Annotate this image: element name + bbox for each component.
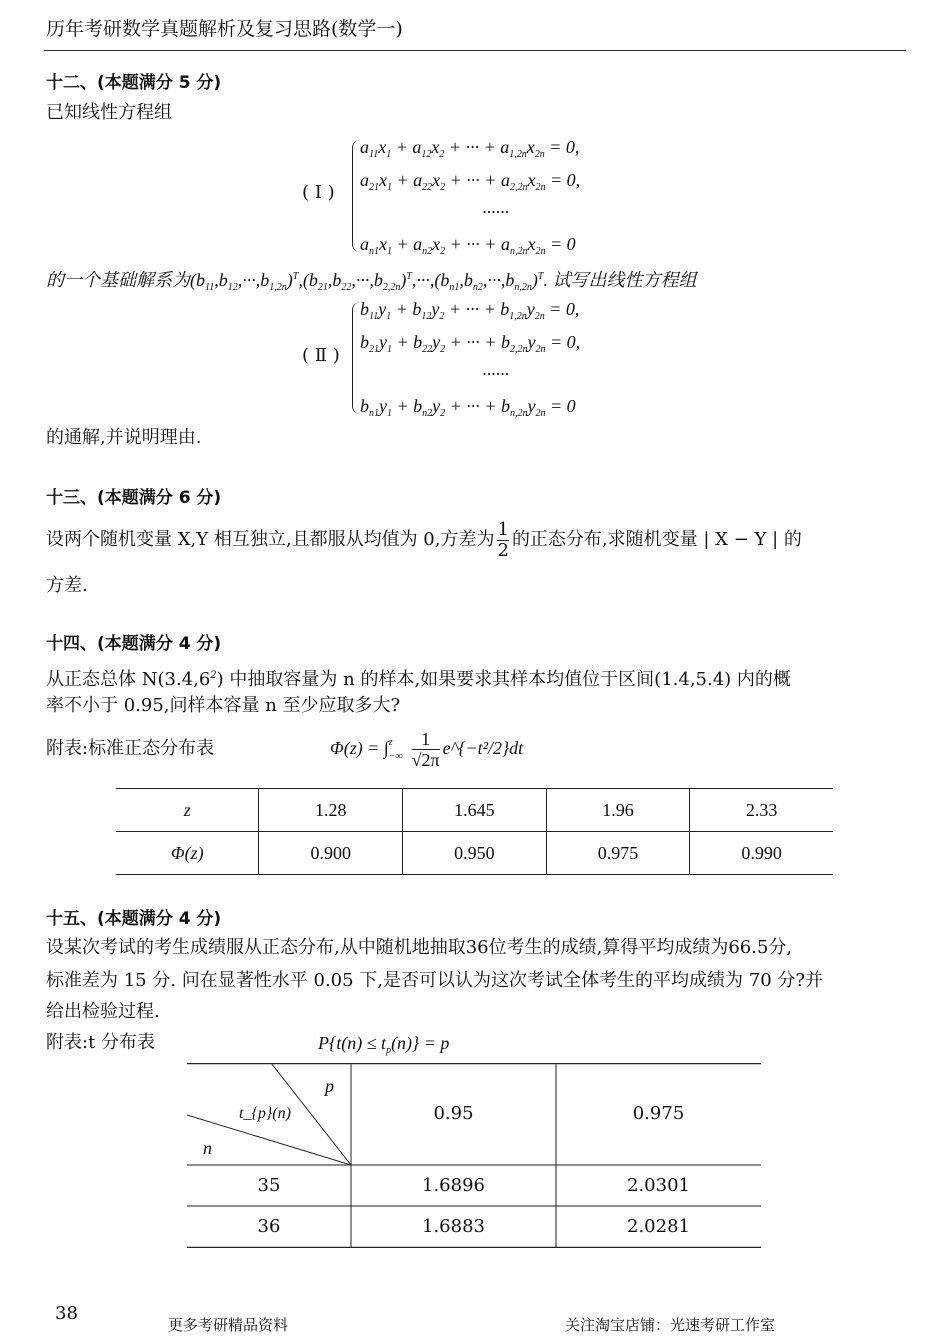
q14-heading: 十四、(本题满分 4 分) xyxy=(46,634,222,654)
q15-line2: 标准差为 15 分. 问在显著性水平 0.05 下,是否可以认为这次考试全体考生的平均成绩为 70 分?并 xyxy=(46,970,824,991)
q13-line2: 方差. xyxy=(46,575,88,596)
row-n-36: 36 xyxy=(257,1216,281,1237)
row-header: Φ(z) xyxy=(170,842,204,863)
q13-line1 xyxy=(46,518,802,562)
frac-denominator: 2 xyxy=(497,539,509,561)
frac-numerator: 1 xyxy=(412,729,440,750)
footer-left: 更多考研精品资料 xyxy=(168,1316,289,1334)
equation-row: $b_{n1}y_1 + b_{n2}y_2$ + ··· + $b_{n,2n}y_{2n} = 0$ xyxy=(360,396,576,419)
fraction-one-half xyxy=(497,520,508,561)
table-row xyxy=(116,832,833,875)
corner-p: p xyxy=(325,1076,334,1096)
q15-table-label: 附表:t 分布表 xyxy=(46,1032,156,1053)
q12-end: 的通解,并说明理由. xyxy=(46,427,202,448)
normal-distribution-table xyxy=(116,788,833,875)
phi-formula xyxy=(330,728,523,770)
col-header-0.95: 0.95 xyxy=(433,1103,474,1124)
q15-line3: 给出检验过程. xyxy=(46,1001,160,1022)
header-rule xyxy=(44,50,906,51)
corner-tp: t_{p}(n) xyxy=(239,1105,291,1122)
integral-upper: z xyxy=(388,736,393,748)
q13-text-b: 的正态分布,求随机变量 | X − Y | 的 xyxy=(511,529,802,550)
q13-heading: 十三、(本题满分 6 分) xyxy=(46,488,222,508)
equation-row: ······ xyxy=(482,202,509,222)
row-n-35: 35 xyxy=(257,1175,281,1196)
table-cell: 2.33 xyxy=(690,789,833,832)
equation-row: $a_{21}x_1 + a_{22}x_2$ + ··· + $a_{2,2n}x_{2n} = 0$, xyxy=(360,170,581,193)
page-number: 38 xyxy=(55,1303,78,1324)
cell: 1.6883 xyxy=(422,1216,485,1237)
corner-n: n xyxy=(203,1138,212,1158)
system-1-label: ( Ⅰ ) xyxy=(302,182,335,203)
q14-line1: 从正态总体 N(3.4,6$^2$) 中抽取容量为 n 的样本,如果要求其样本均值位于区间(1.4,5.4) 内的概 xyxy=(46,669,791,690)
equation-row: $a_{11}x_1 + a_{12}x_2$ + ··· + $a_{1,2n}x_{2n} = 0$, xyxy=(360,137,580,160)
system-2-label: ( Ⅱ ) xyxy=(302,345,340,366)
table-cell: 0.975 xyxy=(546,832,690,875)
t-table-caption: $P\{t(n) \le t_p(n)\} = p$ xyxy=(318,1033,450,1056)
q12-intro: 已知线性方程组 xyxy=(46,102,172,123)
footer-right: 关注淘宝店铺：光速考研工作室 xyxy=(565,1316,776,1334)
row-header: z xyxy=(183,799,191,820)
cell: 2.0281 xyxy=(627,1216,690,1237)
equation-row: ······ xyxy=(482,364,509,384)
q14-table-label: 附表:标准正态分布表 xyxy=(46,738,215,759)
table-cell: 0.990 xyxy=(690,832,833,875)
table-cell: 0.950 xyxy=(403,832,547,875)
q12-heading: 十二、(本题满分 5 分) xyxy=(46,73,222,93)
q14-line2: 率不小于 0.95,问样本容量 n 至少应取多大? xyxy=(46,695,401,716)
q15-line1: 设某次考试的考生成绩服从正态分布,从中随机地抽取36位考生的成绩,算得平均成绩为66.5分, xyxy=(46,937,793,958)
frac-numerator: 1 xyxy=(497,518,509,540)
equation-row: $b_{11}y_1 + b_{12}y_2$ + ··· + $b_{1,2n}y_{2n} = 0$, xyxy=(360,299,580,322)
table-cell: 1.645 xyxy=(403,789,547,832)
col-header-0.975: 0.975 xyxy=(632,1103,685,1124)
running-header: 历年考研数学真题解析及复习思路(数学一) xyxy=(46,18,403,40)
t-distribution-table xyxy=(187,1063,761,1248)
table-cell: 1.96 xyxy=(546,789,690,832)
formula-lhs: Φ(z) = ∫ xyxy=(330,738,389,758)
table-cell: 1.28 xyxy=(259,789,403,832)
cell: 2.0301 xyxy=(627,1175,690,1196)
equation-row: $a_{n1}x_1 + a_{n2}x_2$ + ··· + $a_{n,2n}x_{2n} = 0$ xyxy=(360,234,576,257)
table-row xyxy=(116,789,833,832)
q12-middle-text: 的一个基础解系为$(b_{11},b_{12},\cdot\cdot\cdot,b_{1,2n})^T,(b_{21},b_{22},\cdot\cdot\cdot,b_{2,2n})^T,\cdot\cdot\cdot,(b_{n1},b_{n2},\cdot\cdot\cdot,b_{n,2n})^T$. 试写出线性方程组 xyxy=(46,270,697,293)
equation-row: $b_{21}y_1 + b_{22}y_2$ + ··· + $b_{2,2n}y_{2n} = 0$, xyxy=(360,332,581,355)
formula-rhs: e^{−t²/2}dt xyxy=(442,738,524,758)
table-cell: 0.900 xyxy=(259,832,403,875)
q15-heading: 十五、(本题满分 4 分) xyxy=(46,909,222,929)
cell: 1.6896 xyxy=(422,1175,485,1196)
frac-denominator: √2π xyxy=(411,750,440,771)
integral-lower: −∞ xyxy=(388,750,403,762)
q13-text-a: 设两个随机变量 X,Y 相互独立,且都服从均值为 0,方差为 xyxy=(46,529,495,550)
